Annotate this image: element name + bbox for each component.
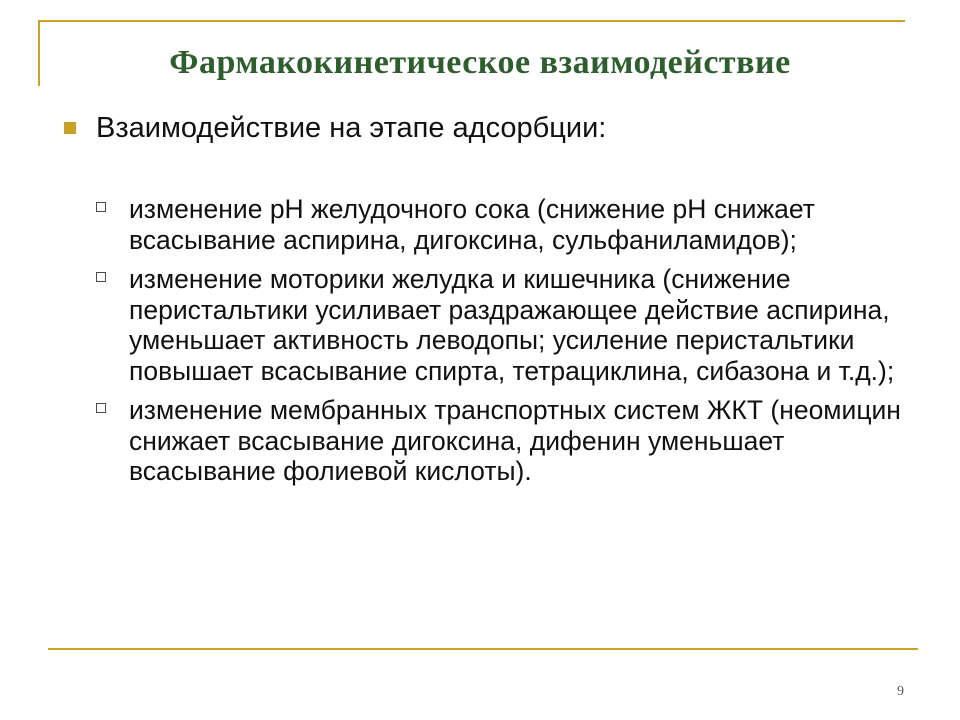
sub-bullet-item [96, 264, 916, 386]
hollow-square-bullet-icon [96, 272, 106, 282]
frame-top-line [38, 20, 905, 22]
sub-bullet-text: изменение моторики желудка и кишечника (снижение перистальтики усиливает раздражающее действие аспирина, уменьшает активность леводопы; усиление перистальтики повышает всасывание спирта, тетрациклина, сибазона и т.д.); [129, 264, 895, 386]
hollow-square-bullet-icon [96, 403, 106, 413]
level1-text: Взаимодействие на этапе адсорбции: [96, 112, 607, 144]
level1-bullet-item [64, 110, 924, 146]
slide-title: Фармакокинетическое взаимодействие [169, 44, 791, 81]
sub-bullet-item [96, 194, 916, 255]
sub-bullet-text: изменение рН желудочного сока (снижение рН снижает всасывание аспирина, дигоксина, сульфаниламидов); [129, 194, 815, 255]
square-bullet-icon [64, 122, 76, 134]
frame-bottom-line [48, 648, 918, 650]
page-number: 9 [897, 684, 904, 699]
sub-bullet-item [96, 395, 916, 487]
hollow-square-bullet-icon [96, 202, 106, 212]
sub-bullet-text: изменение мембранных транспортных систем ЖКТ (неомицин снижает всасывание дигоксина, дифенин уменьшает всасывание фолиевой кислоты). [129, 395, 901, 486]
sub-bullet-list [96, 194, 916, 496]
